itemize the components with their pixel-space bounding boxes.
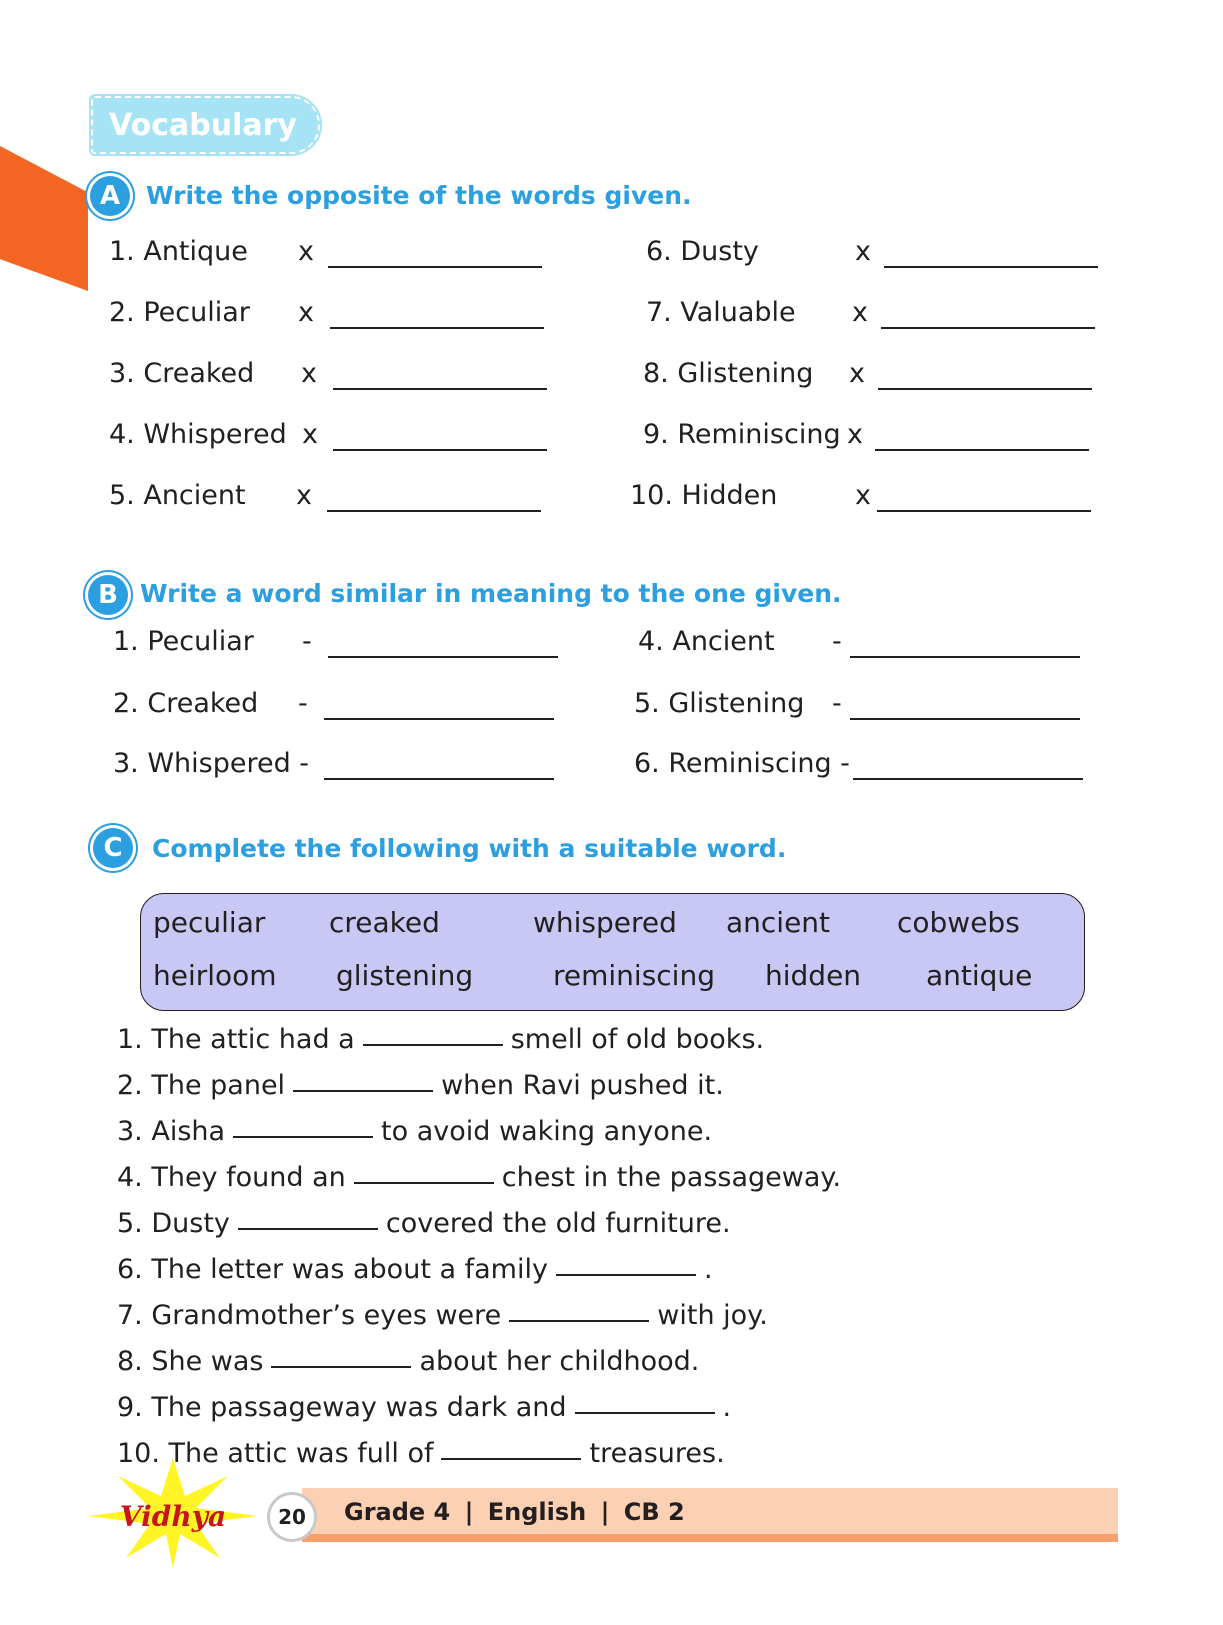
answer-blank[interactable] — [354, 1182, 494, 1184]
synonym-item-label: 4. Ancient — [638, 626, 775, 657]
word-bank-word: reminiscing — [553, 959, 715, 992]
antonym-item-sep: x — [852, 297, 868, 328]
section-label: Vocabulary — [91, 96, 320, 154]
antonym-item-label: 8. Glistening — [643, 358, 814, 389]
answer-blank[interactable] — [333, 449, 547, 451]
answer-blank[interactable] — [330, 327, 544, 329]
answer-blank[interactable] — [556, 1274, 696, 1276]
antonym-item-label: 4. Whispered — [109, 419, 287, 450]
answer-blank[interactable] — [884, 266, 1098, 268]
answer-blank[interactable] — [575, 1412, 715, 1414]
synonym-item-label: 5. Glistening — [634, 688, 805, 719]
answer-blank[interactable] — [293, 1090, 433, 1092]
word-bank-word: antique — [926, 959, 1033, 992]
antonym-item-sep: x — [847, 419, 863, 450]
sentence-item: 10. The attic was full of treasures. — [117, 1438, 725, 1469]
section-a-title: Write the opposite of the words given. — [146, 181, 692, 210]
antonym-item-sep: x — [301, 358, 317, 389]
vidhya-logo — [88, 1458, 258, 1568]
corner-decoration — [0, 146, 88, 291]
synonym-item-sep: - — [832, 626, 842, 657]
word-bank-word: whispered — [533, 906, 677, 939]
antonym-item-label: 7. Valuable — [646, 297, 796, 328]
answer-blank[interactable] — [875, 449, 1089, 451]
word-bank-word: heirloom — [153, 959, 277, 992]
answer-blank[interactable] — [328, 656, 558, 658]
section-c-title: Complete the following with a suitable word. — [152, 834, 787, 863]
page-number: 20 — [267, 1492, 317, 1542]
antonym-item-label: 10. Hidden — [630, 480, 778, 511]
answer-blank[interactable] — [853, 778, 1083, 780]
answer-blank[interactable] — [850, 656, 1080, 658]
word-bank-word: peculiar — [153, 906, 266, 939]
word-bank-word: ancient — [726, 906, 831, 939]
sentence-item: 2. The panel when Ravi pushed it. — [117, 1070, 724, 1101]
antonym-item-sep: x — [296, 480, 312, 511]
answer-blank[interactable] — [324, 778, 554, 780]
antonym-item-label: 2. Peculiar — [109, 297, 250, 328]
sentence-item: 3. Aisha to avoid waking anyone. — [117, 1116, 713, 1147]
answer-blank[interactable] — [333, 388, 547, 390]
answer-blank[interactable] — [271, 1366, 411, 1368]
answer-blank[interactable] — [328, 266, 542, 268]
section-b-badge: B — [88, 575, 128, 615]
answer-blank[interactable] — [877, 510, 1091, 512]
synonym-item-sep: - — [298, 688, 308, 719]
sentence-item: 7. Grandmother’s eyes were with joy. — [117, 1300, 768, 1331]
answer-blank[interactable] — [363, 1044, 503, 1046]
sentence-item: 9. The passageway was dark and . — [117, 1392, 732, 1423]
antonym-item-label: 3. Creaked — [109, 358, 255, 389]
sentence-item: 8. She was about her childhood. — [117, 1346, 700, 1377]
antonym-item-sep: x — [849, 358, 865, 389]
sentence-item: 1. The attic had a smell of old books. — [117, 1024, 765, 1055]
synonym-item-label: 1. Peculiar — [113, 626, 254, 657]
sentence-item: 5. Dusty covered the old furniture. — [117, 1208, 731, 1239]
antonym-item-sep: x — [855, 480, 871, 511]
section-b-title: Write a word similar in meaning to the one given. — [140, 579, 842, 608]
answer-blank[interactable] — [850, 718, 1080, 720]
synonym-item-label: 3. Whispered - — [113, 748, 310, 779]
svg-text:Vidhya: Vidhya — [119, 1500, 227, 1533]
section-c-badge: C — [93, 828, 133, 868]
footer-title: Grade 4 | English | CB 2 — [344, 1498, 685, 1526]
answer-blank[interactable] — [324, 718, 554, 720]
antonym-item-sep: x — [298, 236, 314, 267]
word-bank-word: creaked — [329, 906, 440, 939]
synonym-item-sep: - — [832, 688, 842, 719]
antonym-item-label: 1. Antique — [109, 236, 248, 267]
footer-underline — [302, 1534, 1118, 1542]
synonym-item-label: 6. Reminiscing - — [634, 748, 850, 779]
answer-blank[interactable] — [881, 327, 1095, 329]
answer-blank[interactable] — [233, 1136, 373, 1138]
antonym-item-sep: x — [302, 419, 318, 450]
word-bank-word: hidden — [765, 959, 862, 992]
answer-blank[interactable] — [509, 1320, 649, 1322]
section-a-badge: A — [90, 176, 130, 216]
answer-blank[interactable] — [238, 1228, 378, 1230]
word-bank — [140, 893, 1085, 1011]
antonym-item-sep: x — [855, 236, 871, 267]
antonym-item-sep: x — [298, 297, 314, 328]
sentence-item: 6. The letter was about a family . — [117, 1254, 713, 1285]
synonym-item-label: 2. Creaked — [113, 688, 259, 719]
answer-blank[interactable] — [327, 510, 541, 512]
antonym-item-label: 9. Reminiscing — [643, 419, 841, 450]
answer-blank[interactable] — [878, 388, 1092, 390]
answer-blank[interactable] — [441, 1458, 581, 1460]
sentence-item: 4. They found an chest in the passageway. — [117, 1162, 842, 1193]
antonym-item-label: 6. Dusty — [646, 236, 759, 267]
word-bank-word: glistening — [336, 959, 474, 992]
word-bank-word: cobwebs — [897, 906, 1020, 939]
synonym-item-sep: - — [302, 626, 312, 657]
antonym-item-label: 5. Ancient — [109, 480, 246, 511]
